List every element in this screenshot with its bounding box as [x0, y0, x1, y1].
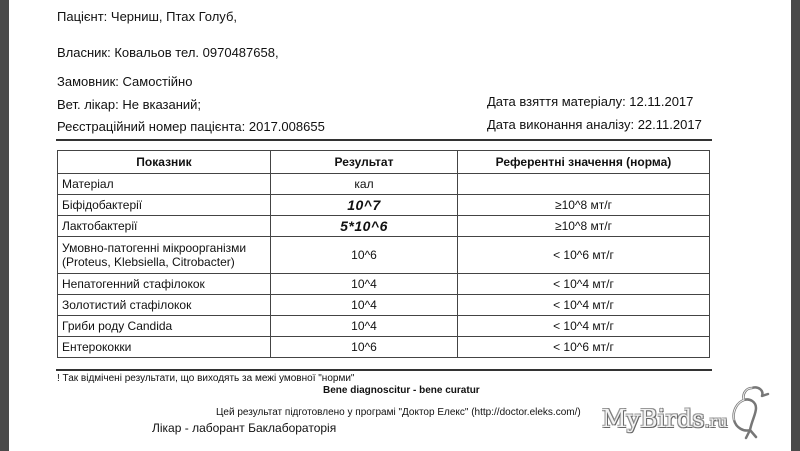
row-indicator: Ентерококки: [58, 337, 271, 358]
bird-logo-icon: [712, 380, 776, 440]
table-row: [58, 195, 710, 216]
row-reference: < 10^4 мт/г: [458, 295, 710, 316]
table-row: [58, 316, 710, 337]
mybirds-watermark: [602, 405, 728, 433]
row-reference: ≥10^8 мт/г: [458, 216, 710, 237]
row-indicator: Непатогенний стафілокок: [58, 274, 271, 295]
row-indicator-line2: (Proteus, Klebsiella, Citrobacter): [62, 255, 235, 269]
top-divider: [56, 139, 712, 141]
table-row: [58, 174, 710, 195]
row-reference: [458, 174, 710, 195]
row-reference: < 10^6 мт/г: [458, 237, 710, 274]
results-table: [57, 150, 710, 358]
row-reference: < 10^4 мт/г: [458, 274, 710, 295]
row-indicator: Біфідобактерії: [58, 195, 271, 216]
row-reference: < 10^6 мт/г: [458, 337, 710, 358]
row-reference: ≥10^8 мт/г: [458, 195, 710, 216]
right-frame-border: [791, 0, 800, 451]
row-result: 10^4: [271, 274, 458, 295]
row-result: 10^4: [271, 295, 458, 316]
row-indicator-line1: Умовно-патогенні мікроорганізми: [62, 241, 247, 255]
sample-date: Дата взяття матеріалу: 12.11.2017: [487, 94, 694, 109]
row-indicator: Матеріал: [58, 174, 271, 195]
row-result: 10^6: [271, 237, 458, 274]
row-indicator: [58, 237, 271, 274]
row-indicator: Лактобактерії: [58, 216, 271, 237]
motto: Bene diagnoscitur - bene curatur: [323, 385, 480, 396]
table-row: [58, 337, 710, 358]
analysis-date: Дата виконання аналізу: 22.11.2017: [487, 117, 702, 132]
column-header-reference: Референтні значення (норма): [458, 151, 710, 174]
row-result: 10^4: [271, 316, 458, 337]
table-row: [58, 295, 710, 316]
table-row: [58, 216, 710, 237]
row-result-flagged: 10^7: [271, 195, 458, 216]
watermark-tld: .ru: [704, 412, 728, 431]
row-indicator: Золотистий стафілокок: [58, 295, 271, 316]
table-row: [58, 274, 710, 295]
row-result: кал: [271, 174, 458, 195]
table-header-row: [58, 151, 710, 174]
bottom-divider: [56, 369, 712, 371]
software-note: Цей результат підготовлено у програмі "Доктор Елекс" (http://doctor.eleks.com/): [216, 407, 581, 418]
customer-line: Замовник: Самостійно: [57, 74, 193, 89]
row-result: 10^6: [271, 337, 458, 358]
table-row: [58, 237, 710, 274]
flag-note: ! Так відмічені результати, що виходять за межі умовної "норми": [57, 373, 355, 384]
owner-line: Власник: Ковальов тел. 0970487658,: [57, 45, 279, 60]
row-indicator: Гриби роду Candida: [58, 316, 271, 337]
row-result-flagged: 5*10^6: [271, 216, 458, 237]
row-reference: < 10^4 мт/г: [458, 316, 710, 337]
vet-line: Вет. лікар: Не вказаний;: [57, 97, 202, 112]
watermark-brand: MyBirds: [602, 405, 705, 433]
patient-line: Пацієнт: Черниш, Птах Голуб,: [57, 9, 238, 24]
signature: Лікар - лаборант Баклабораторія: [152, 421, 337, 435]
left-frame-border: [0, 0, 9, 451]
column-header-indicator: Показник: [58, 151, 271, 174]
registration-number: Реєстраційний номер пацієнта: 2017.008655: [57, 119, 325, 134]
column-header-result: Результат: [271, 151, 458, 174]
